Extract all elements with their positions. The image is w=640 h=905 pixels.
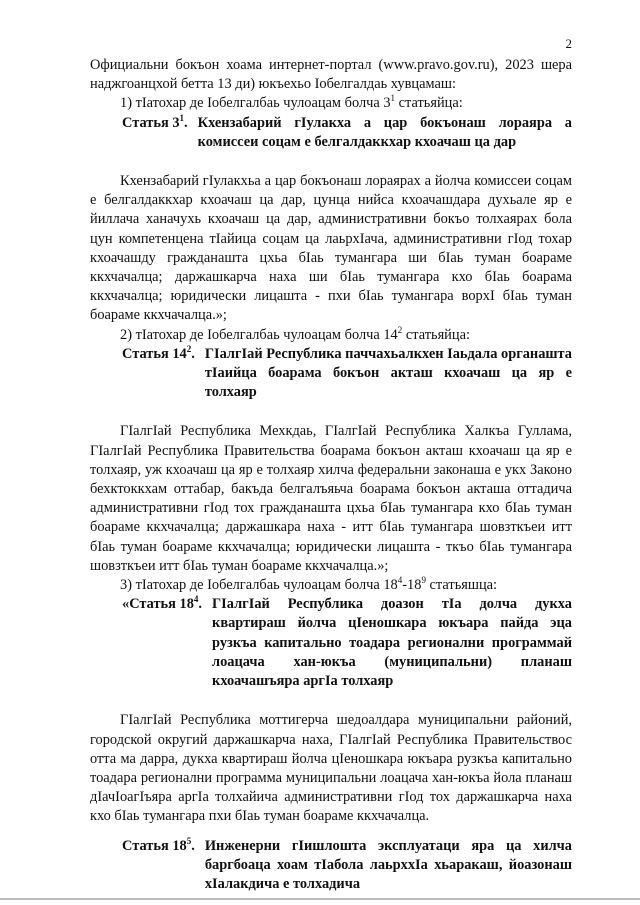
article-heading-18-5 [90, 837, 572, 895]
article-title: ГIалгIай Республика доазон тIа долча дукха квартираш йолча цIеношкара юкъара пайда эца рузкъа капитально тоадара регионални программай лоацача хан-юкъа (муниципальни) планаш кхоачашъяра аргIа толхаяр [212, 596, 572, 690]
item-tail: статьяйца: [402, 326, 470, 343]
item-superscript: 9 [421, 575, 426, 586]
page-number: 2 [565, 36, 572, 51]
article-label: Статья $18^5$. [122, 835, 195, 854]
article-label: Статья $14^2$. [122, 343, 195, 362]
article-3-1-text: Кхензабарий гIулакхьа а цар бокъонаш лораярах а йолча комиссеи соцам е белгалдаккхар кхоачаш ца дар, цунца нийса кхоачашдара духьале яр е йиллача ханачухь кхоачаш ца дар, административни бокъо толхаярах бола цун компетенцена тIайица соцам ца лаьрхIача, административни гIод тохар кхоачашду гражданашта цхьа бIаь тумангара ши бIаь туман боараме ккхчачалца; даржашкарча наха ши бIаь тумангара кхо бIаь боарама ккхчачалца; юридически лицашта - пхи бIаь тумангара ворхI бIаь туман боараме ккхчачалца.»; [90, 173, 572, 324]
item-superscript: 4 [397, 575, 403, 586]
item-tail: статьяйца: [395, 95, 463, 112]
item-superscript: 2 [397, 324, 403, 335]
amendment-item-1 [90, 94, 572, 113]
article-14-2-text: ГIалгIай Республика Мехкдаь, ГIалгIай Республика Халкъа Гуллама, ГIалгIай Республика Правительства боарама бокъон акташ кхоачаш ца яр е толхаяр, уж кхоачаш ца яр е толхаяр хилча федеральни законаша е укх Законо бехктоккхам оттабар, бакъда белгалъяьча боарама бокъон акташа оттадича административни гIод тох гражданашта цхьа бIаь тумангара кхо бIаь туман боараме ккхчачалца; даржашкара наха - итт бIаь тумангара шовзткъеи итт бIаь туман боараме ккхчачалца; юридически лицашта - ткъо бIаь тумангара шовзткъеи итт бIаь туман боараме ккхчачалца.»; [90, 423, 572, 574]
item-superscript: 1 [390, 93, 396, 104]
article-label: «Статья $18^4$. [122, 594, 203, 613]
article-heading-14-2 [90, 345, 572, 403]
item-text: 1) тIатохар де Iобелгалбаь чулоацам болча 3 [120, 95, 391, 112]
article-title: Кхензабарий гIулакха а цар бокъонаш лораяра а комиссеи соцам е белгалдаккхар кхоачаш ца дар [197, 114, 572, 150]
document-body [90, 56, 572, 894]
item-text: 2) тIатохар де Iобелгалбаь чулоацам болча 14 [120, 326, 398, 343]
article-title: ГIалгIай Республика паччахьалкхен Iаьдала органашта тIаийца боарама бокъон акташ кхоачаш ца яр е толхаяр [204, 345, 572, 401]
amendment-item-2 [90, 326, 572, 345]
amendment-item-3 [90, 576, 572, 595]
scan-edge-line [0, 898, 640, 900]
intro-paragraph: Официальни бокъон хоама интернет-портал (www.pravo.gov.ru), 2023 шера наджгоанцхой бетта 13 ди) юкъехьо Iобелгалдаь хувцамаш: [90, 57, 572, 93]
item-tail: статьяшца: [425, 577, 498, 594]
item-range: -18 [402, 577, 422, 594]
article-heading-3-1 [90, 114, 572, 152]
article-title: Инженерни гIишлошта эксплуатаци яра ца хилча баргбоаца хоам тIабола лаьрххIа хьаракаш, йоазонаш хIалакдича е толхадича [204, 837, 572, 892]
article-18-4-text: ГIалгIай Республика моттигерча шедоалдара муниципальни районий, городской округий даржашкарча наха, ГIалгIай Республика Правительствос отта ма дарра, дукха квартираш йолча цIеношкара юкъара рузкъа капитально тоадара регионални программа муниципальни лоацача хан-юкъа йола планаш дIачIоагIъяра аргIа толхайича административни гIод тох даржашкарча наха кхо бIаь тумангара пхи бIаь туман боараме ккхчачалца. [90, 712, 572, 825]
article-label: Статья $3^1$. [122, 112, 188, 131]
item-text: 3) тIатохар де Iобелгалбаь чулоацам болча 18 [120, 577, 398, 594]
article-heading-18-4 [90, 595, 572, 691]
